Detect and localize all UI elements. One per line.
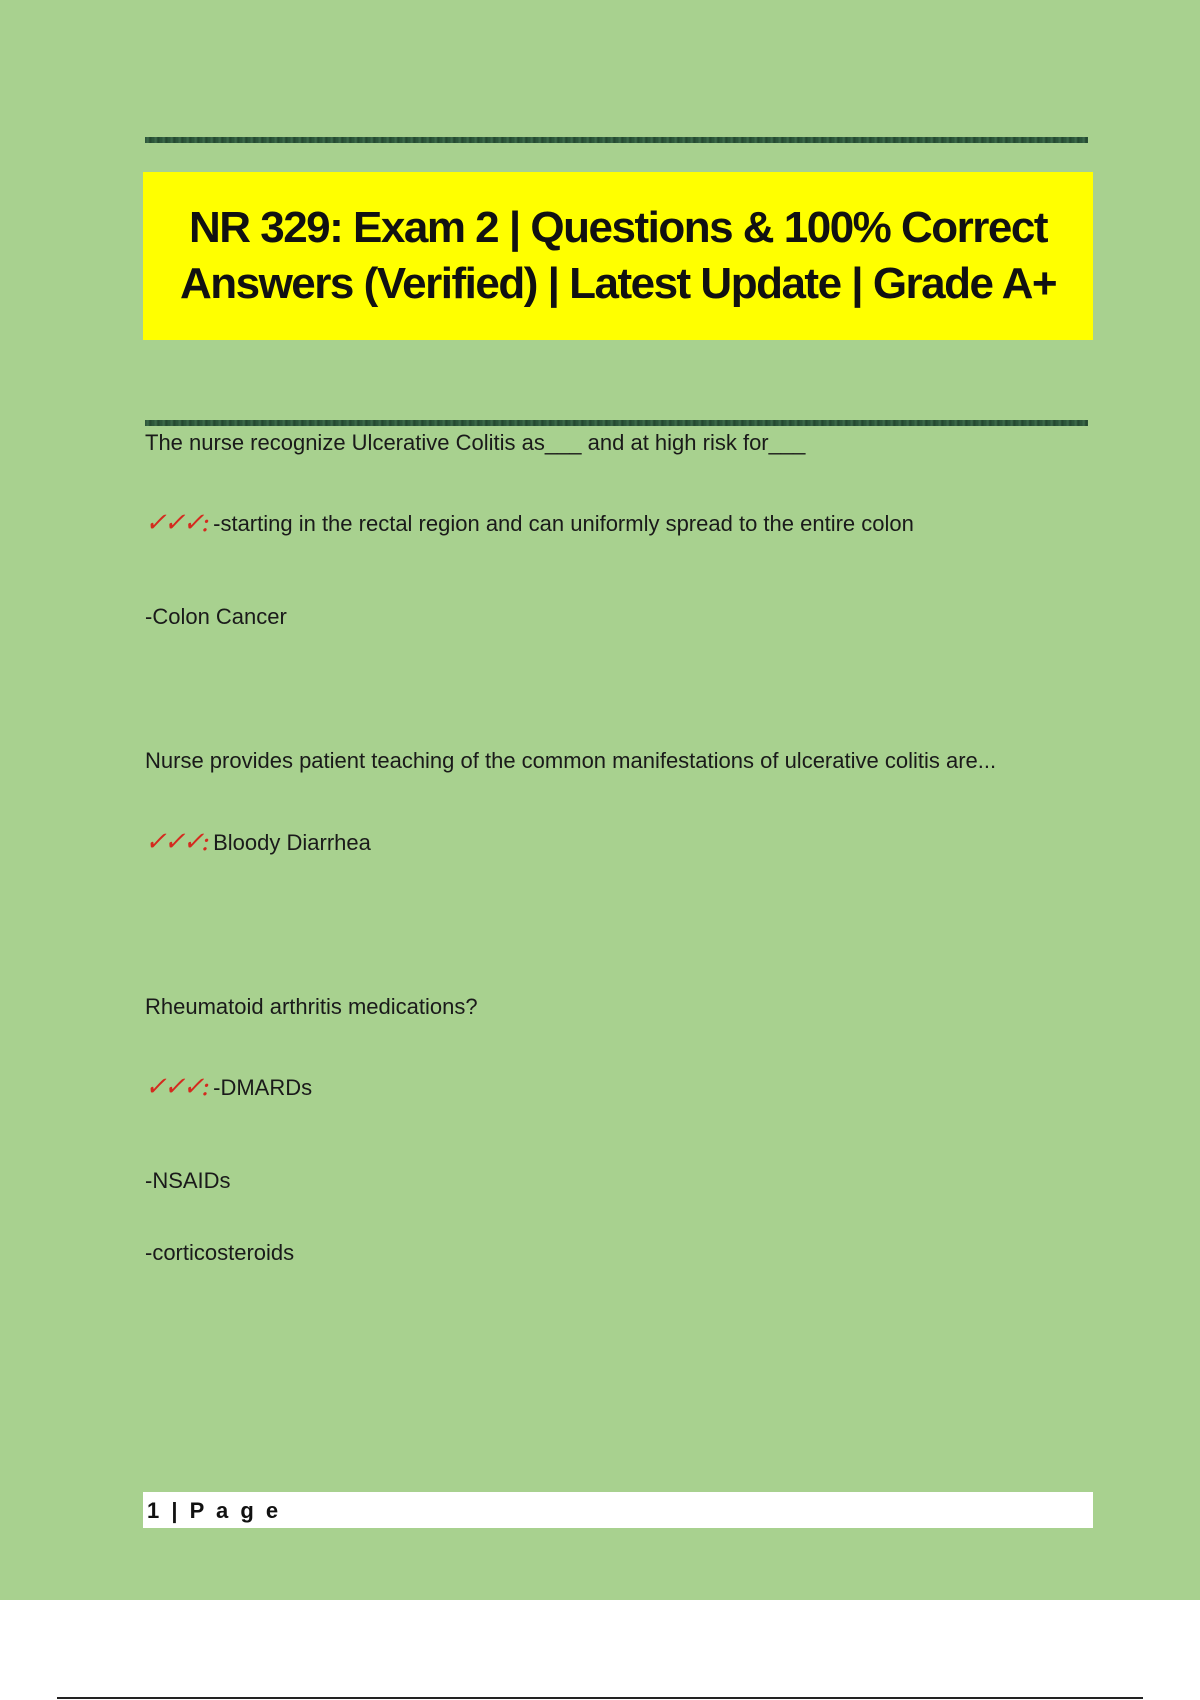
title-divider [145,420,1088,426]
answer-text: -DMARDs [213,1075,313,1100]
bottom-divider [57,1697,1143,1699]
question-text: Rheumatoid arthritis medications? [145,994,478,1019]
answer-text: -corticosteroids [145,1240,295,1265]
answer-line [145,508,914,538]
top-divider [145,137,1088,143]
title-banner [143,172,1093,340]
page-footer [143,1492,1093,1528]
question-text: The nurse recognize Ulcerative Colitis as___ and at high risk for___ [145,430,806,455]
answer-text: Bloody Diarrhea [213,830,371,855]
checkmark-icon: ✓✓✓: [145,827,208,857]
document-title: NR 329: Exam 2 | Questions & 100% Correct Answers (Verified) | Latest Update | Grade A+ [179,203,1057,308]
checkmark-icon: ✓✓✓: [145,1072,208,1102]
answer-line [145,1072,312,1102]
checkmark-icon: ✓✓✓: [145,508,208,538]
page-number: 1 | P a g e [147,1498,282,1523]
answer-text: -starting in the rectal region and can uniformly spread to the entire colon [213,511,914,536]
answer-text: -NSAIDs [145,1168,231,1193]
answer-text: -Colon Cancer [145,604,287,629]
answer-line [145,827,371,857]
question-text: Nurse provides patient teaching of the common manifestations of ulcerative colitis are... [145,748,997,773]
